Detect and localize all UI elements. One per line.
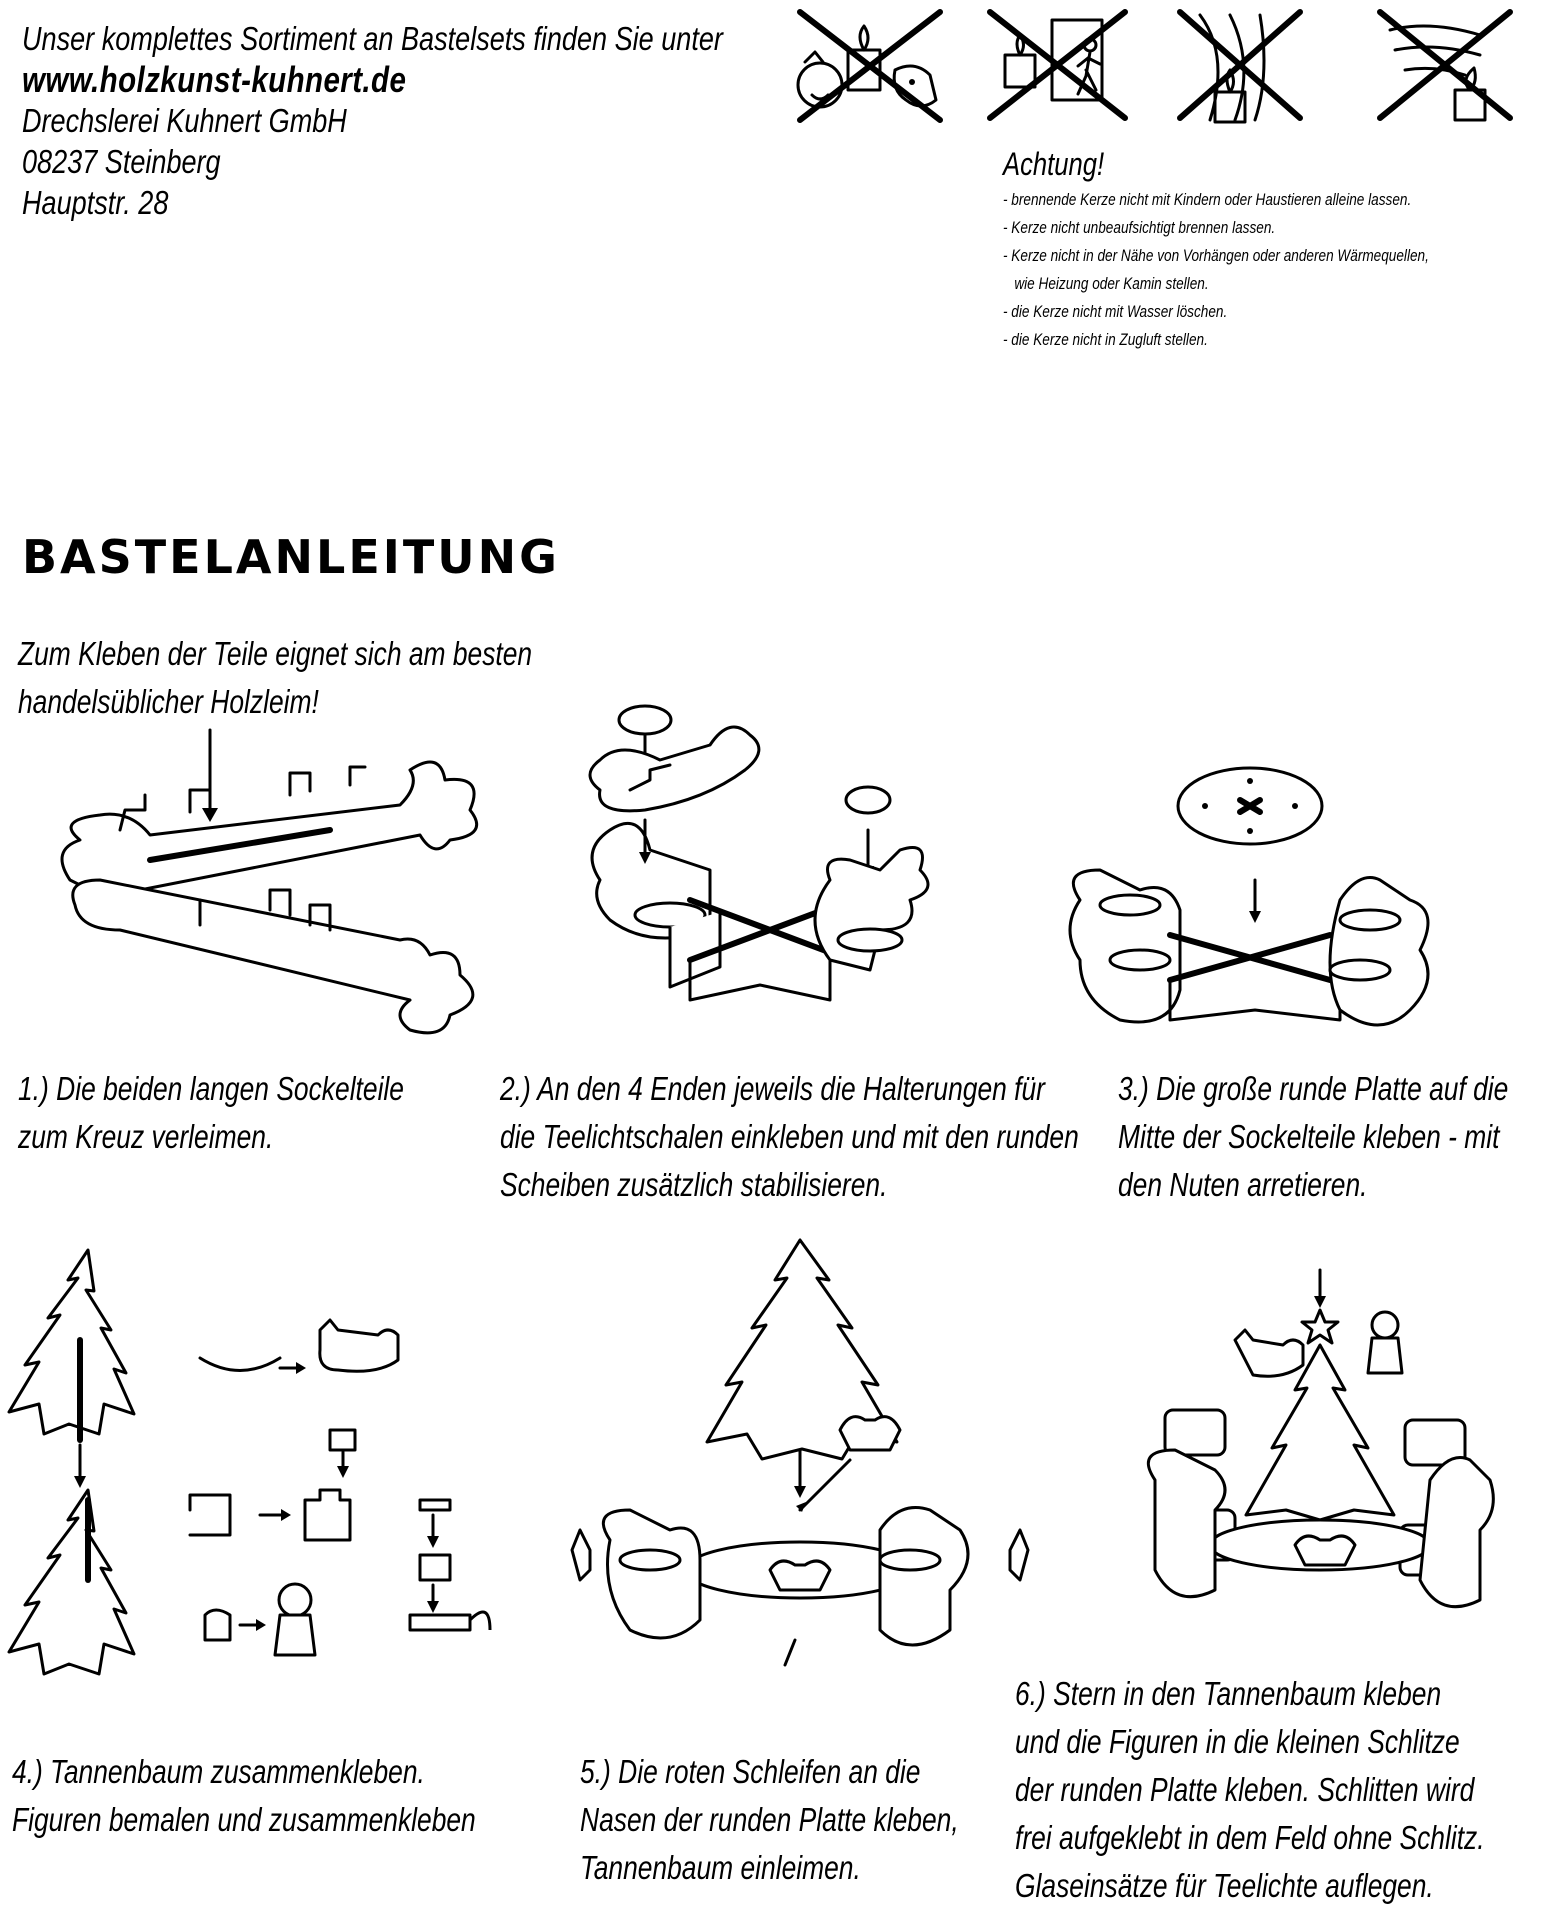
step-2-text — [500, 1065, 1079, 1209]
warning-item: - Kerze nicht in der Nähe von Vorhängen oder anderen Wärmequellen, — [1003, 246, 1429, 265]
company-city: 08237 Steinberg — [22, 143, 221, 180]
step-line: Glaseinsätze für Teelichte auflegen. — [1015, 1867, 1434, 1904]
step-line: frei aufgeklebt in dem Feld ohne Schlitz. — [1015, 1819, 1485, 1856]
no-candle-near-children-pets-icon — [798, 12, 940, 120]
step2-holders-illustration — [590, 706, 928, 1000]
warning-list — [1003, 186, 1429, 354]
no-unattended-candle-icon — [990, 12, 1125, 118]
step-line: Tannenbaum einleimen. — [580, 1849, 861, 1886]
step-line: 4.) Tannenbaum zusammenkleben. — [12, 1753, 425, 1790]
step-3-text — [1118, 1065, 1508, 1209]
contact-intro: Unser komplettes Sortiment an Bastelsets finden Sie unter — [22, 20, 723, 57]
step1-base-parts-illustration — [62, 730, 477, 1033]
no-candle-in-draft-icon — [1380, 12, 1510, 120]
glue-note-line: handelsüblicher Holzleim! — [18, 683, 319, 720]
step-1-text — [18, 1065, 404, 1161]
step-line: und die Figuren in die kleinen Schlitze — [1015, 1723, 1460, 1760]
company-name: Drechslerei Kuhnert GmbH — [22, 102, 347, 139]
step-line: 1.) Die beiden langen Sockelteile — [18, 1070, 404, 1107]
page-title: BASTELANLEITUNG — [22, 530, 560, 584]
step-4-text — [12, 1748, 476, 1844]
step-line: Scheiben zusätzlich stabilisieren. — [500, 1166, 888, 1203]
step-6-text — [1015, 1670, 1485, 1910]
step-line: Nasen der runden Platte kleben, — [580, 1801, 959, 1838]
step-line: 5.) Die roten Schleifen an die — [580, 1753, 921, 1790]
website-url: www.holzkunst-kuhnert.de — [22, 59, 407, 100]
step-line: der runden Platte kleben. Schlitten wird — [1015, 1771, 1475, 1808]
no-candle-near-curtains-icon — [1180, 12, 1300, 122]
company-street: Hauptstr. 28 — [22, 184, 169, 221]
step-5-text — [580, 1748, 959, 1892]
glue-note-line: Zum Kleben der Teile eignet sich am besten — [18, 635, 533, 672]
step5-bows-and-tree-illustration — [572, 1240, 1028, 1665]
warning-item: - Kerze nicht unbeaufsichtigt brennen lassen. — [1003, 218, 1276, 237]
warning-item: - die Kerze nicht in Zugluft stellen. — [1003, 330, 1208, 349]
warning-item: - brennende Kerze nicht mit Kindern oder Haustieren alleine lassen. — [1003, 190, 1412, 209]
step-line: zum Kreuz verleimen. — [18, 1118, 274, 1155]
step-line: Mitte der Sockelteile kleben - mit — [1118, 1118, 1500, 1155]
step-line: 6.) Stern in den Tannenbaum kleben — [1015, 1675, 1442, 1712]
step4-tree-and-figures-illustration — [9, 1250, 490, 1674]
step6-finished-wreath-illustration — [1148, 1270, 1493, 1607]
step-line: 2.) An den 4 Enden jeweils die Halterungen für — [500, 1070, 1045, 1107]
step-line: die Teelichtschalen einkleben und mit den runden — [500, 1118, 1079, 1155]
warning-title: Achtung! — [1003, 146, 1105, 182]
step-line: 3.) Die große runde Platte auf die — [1118, 1070, 1509, 1107]
glue-note — [18, 630, 532, 726]
warning-item: wie Heizung oder Kamin stellen. — [1003, 274, 1209, 293]
step-line: Figuren bemalen und zusammenkleben — [12, 1801, 476, 1838]
warning-item: - die Kerze nicht mit Wasser löschen. — [1003, 302, 1228, 321]
step-line: den Nuten arretieren. — [1118, 1166, 1368, 1203]
step3-round-plate-illustration — [1070, 768, 1428, 1025]
